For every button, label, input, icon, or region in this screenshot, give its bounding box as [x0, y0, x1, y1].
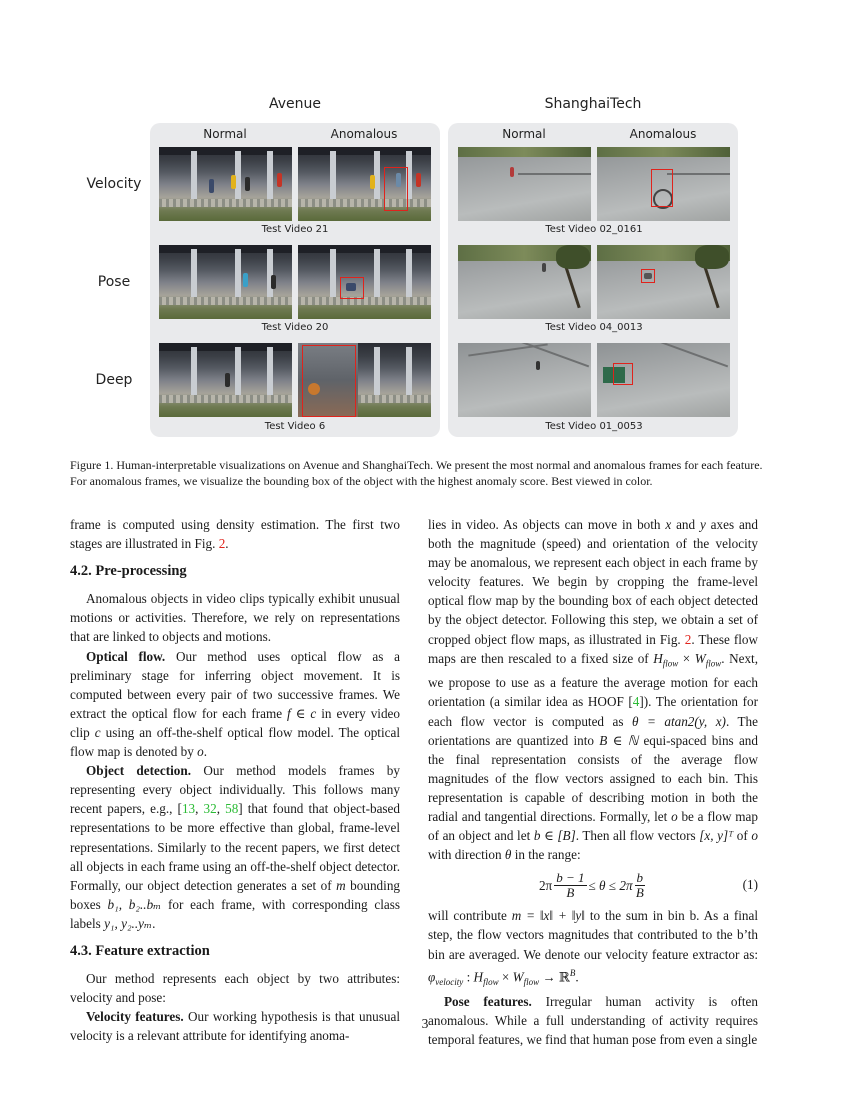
col-header-shanghaitech-anomalous: Anomalous	[629, 127, 697, 141]
col-header-avenue-anomalous: Anomalous	[330, 127, 398, 141]
row-label-velocity: Velocity	[86, 176, 142, 192]
citation-link[interactable]: 58	[225, 801, 239, 817]
paragraph-optical-flow: Optical flow. Our method uses optical flow as a preliminary stage for inferring object movement. It is computed between every pair of two successive frames. We extract the optical flow for each frame f ∈ c in every video clip c using an off-the-shelf optical flow model. The optical flow map is denoted by o.	[70, 648, 400, 760]
paragraph-pose-features: Pose features. Irregular human activity is often anomalous. While a full understanding of activity requires temporal features, we find that human pose from even a single	[428, 993, 758, 1047]
anomaly-bounding-box	[302, 345, 356, 417]
col-header-avenue-normal: Normal	[203, 127, 247, 141]
caption-shanghaitech-deep: Test Video 01_0053	[545, 421, 643, 432]
caption-shanghaitech-pose: Test Video 04_0013	[545, 322, 643, 333]
paragraph-feature-extraction: Our method represents each object by two attributes: velocity and pose:	[70, 971, 400, 1006]
object-detection-title: Object detection.	[86, 763, 191, 779]
velocity-features-title: Velocity features.	[86, 1009, 184, 1025]
citation-link[interactable]: 4	[632, 694, 640, 710]
shanghaitech-velocity-normal-frame	[458, 147, 591, 221]
optical-flow-title: Optical flow.	[86, 648, 166, 664]
anomaly-bounding-box	[641, 269, 655, 283]
avenue-deep-anomalous-frame	[298, 343, 431, 417]
avenue-deep-normal-frame	[159, 343, 292, 417]
shanghaitech-deep-anomalous-frame	[597, 343, 730, 417]
anomaly-bounding-box	[651, 169, 673, 207]
avenue-pose-normal-frame	[159, 245, 292, 319]
paragraph-velocity-extractor: will contribute m = ‖x‖ + ‖y‖ to the sum in bin b. As a final step, the flow vectors magnitudes that contributed to the b’th bin are averaged. We denote our velocity feature extractor as: $\varphi_{velocity}$ : $H_{flow} \times W_{flow}$ → ℝ$^B$.	[428, 908, 758, 987]
pose-features-title: Pose features.	[444, 993, 532, 1009]
left-column	[70, 515, 400, 1045]
paragraph-object-detection: Object detection. Our method models frames by representing every object individually. This follows many recent papers, e.g., [13, 32, 58] that found that object-based representations to be more effective than global, frame-level representations. Similarly to the recent papers, we first detect all objects in each frame using an off-the-shelf object detector. Formally, our object detection generates a set of m bounding boxes b₁, b₂..bₘ for each frame, with corresponding class labels y₁, y₂..yₘ.	[70, 763, 401, 931]
dataset-title-shanghaitech: ShanghaiTech	[544, 96, 642, 112]
caption-shanghaitech-velocity: Test Video 02_0161	[545, 224, 643, 235]
avenue-pose-anomalous-frame	[298, 245, 431, 319]
anomaly-bounding-box	[613, 363, 633, 385]
row-label-pose: Pose	[97, 274, 131, 290]
avenue-velocity-normal-frame	[159, 147, 292, 221]
citation-link[interactable]: 13	[181, 801, 196, 817]
shanghaitech-pose-normal-frame	[458, 245, 591, 319]
shanghaitech-deep-normal-frame	[458, 343, 591, 417]
anomaly-bounding-box	[384, 167, 408, 211]
caption-avenue-velocity: Test Video 21	[261, 224, 329, 235]
paragraph-intro: frame is computed using density estimation. The first two stages are illustrated in Fig. 2.	[70, 517, 400, 552]
paragraph-velocity-continued: lies in video. As objects can move in both x and y axes and both the magnitude (speed) and orientation of the velocity may be anomalous, we represent each object in each frame by velocity features. We begin by cropping the frame-level optical flow map by the bounding box of each object detected by the object detector. Following this step, we obtain a set of cropped object flow maps, as illustrated in Fig. 2. These flow maps are then rescaled to a fixed size of $H_{flow} \times W_{flow}$. Next, we propose to use as a feature the average motion for each orientation (a similar idea as HOOF [4]). The orientation for each flow vector is computed as θ = atan2(y, x). The orientations are quantized into B ∈ ℕ equi-spaced bins and the final representation consists of the average flow magnitudes of the flow vectors assigned to each bin. This representation is capable of describing motion in both the radial and tangential directions. Formally, let o be a flow map of an object and let b ∈ [B]. Then all flow vectors [x, y]ᵀ of o with direction θ in the range:	[428, 517, 759, 863]
section-heading-feature-extraction: 4.3. Feature extraction	[70, 942, 210, 959]
fig-reference-link[interactable]: 2	[218, 536, 226, 552]
citation-link[interactable]: 32	[203, 801, 217, 817]
paragraph-preprocessing: Anomalous objects in video clips typically exhibit unusual motions or activities. Therefore, we rely on representations that are linked to objects and motions.	[70, 591, 400, 645]
avenue-velocity-anomalous-frame	[298, 147, 431, 221]
col-header-shanghaitech-normal: Normal	[502, 127, 546, 141]
shanghaitech-pose-anomalous-frame	[597, 245, 730, 319]
page-number: 3	[421, 1016, 429, 1031]
shanghaitech-velocity-anomalous-frame	[597, 147, 730, 221]
right-column	[428, 515, 758, 1049]
paragraph-velocity-features: Velocity features. Our working hypothesis is that unusual velocity is a relevant attribute for identifying anoma-	[70, 1009, 400, 1044]
section-heading-preprocessing: 4.2. Pre-processing	[70, 563, 187, 580]
equation-1: 2π $\frac{b - 1}{B}$ ≤ θ ≤ 2π $\frac{b}{B}$ (1)	[538, 869, 758, 900]
figure-caption: Figure 1. Human-interpretable visualizations on Avenue and ShanghaiTech. We present the most normal and anomalous frames for each feature. For anomalous frames, we visualize the bounding box of the object with the highest anomaly score. Best viewed in color.	[70, 458, 763, 488]
row-label-deep: Deep	[95, 372, 133, 388]
anomaly-bounding-box	[340, 277, 364, 299]
dataset-title-avenue: Avenue	[268, 96, 321, 112]
caption-avenue-deep: Test Video 6	[264, 421, 326, 432]
fig-reference-link[interactable]: 2	[684, 631, 692, 647]
caption-avenue-pose: Test Video 20	[261, 322, 329, 333]
equation-number: (1)	[742, 877, 758, 893]
